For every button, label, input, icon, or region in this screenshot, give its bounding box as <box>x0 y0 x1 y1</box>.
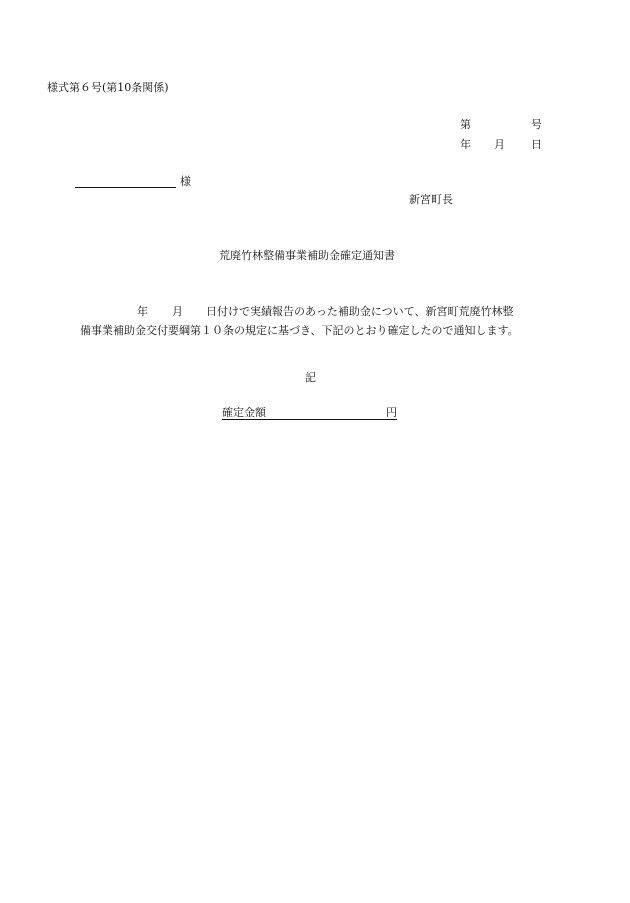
amount-label: 確定金額 <box>222 406 266 419</box>
amount-underline <box>222 419 397 420</box>
doc-number-dai: 第 <box>460 118 471 131</box>
ki-heading: 記 <box>305 371 316 384</box>
date-day: 日 <box>531 138 542 151</box>
body-line-2: 備事業補助金交付要綱第１０条の規定に基づき、下記のとおり確定したので通知します。 <box>80 324 519 337</box>
addressee-blank-line <box>75 187 176 188</box>
addressee-suffix: 様 <box>180 175 191 188</box>
amount-unit: 円 <box>386 406 397 419</box>
body-month: 月 <box>172 305 183 318</box>
doc-number-go: 号 <box>531 118 542 131</box>
document-title: 荒廃竹林整備事業補助金確定通知書 <box>219 249 395 262</box>
form-number: 様式第６号(第10条関係) <box>47 81 169 94</box>
issuer-name: 新宮町長 <box>409 193 453 206</box>
body-year: 年 <box>137 305 148 318</box>
date-year: 年 <box>460 138 471 151</box>
date-month: 月 <box>494 138 505 151</box>
body-line-1: 日付けで実績報告のあった補助金について、新宮町荒廃竹林整 <box>206 305 514 318</box>
